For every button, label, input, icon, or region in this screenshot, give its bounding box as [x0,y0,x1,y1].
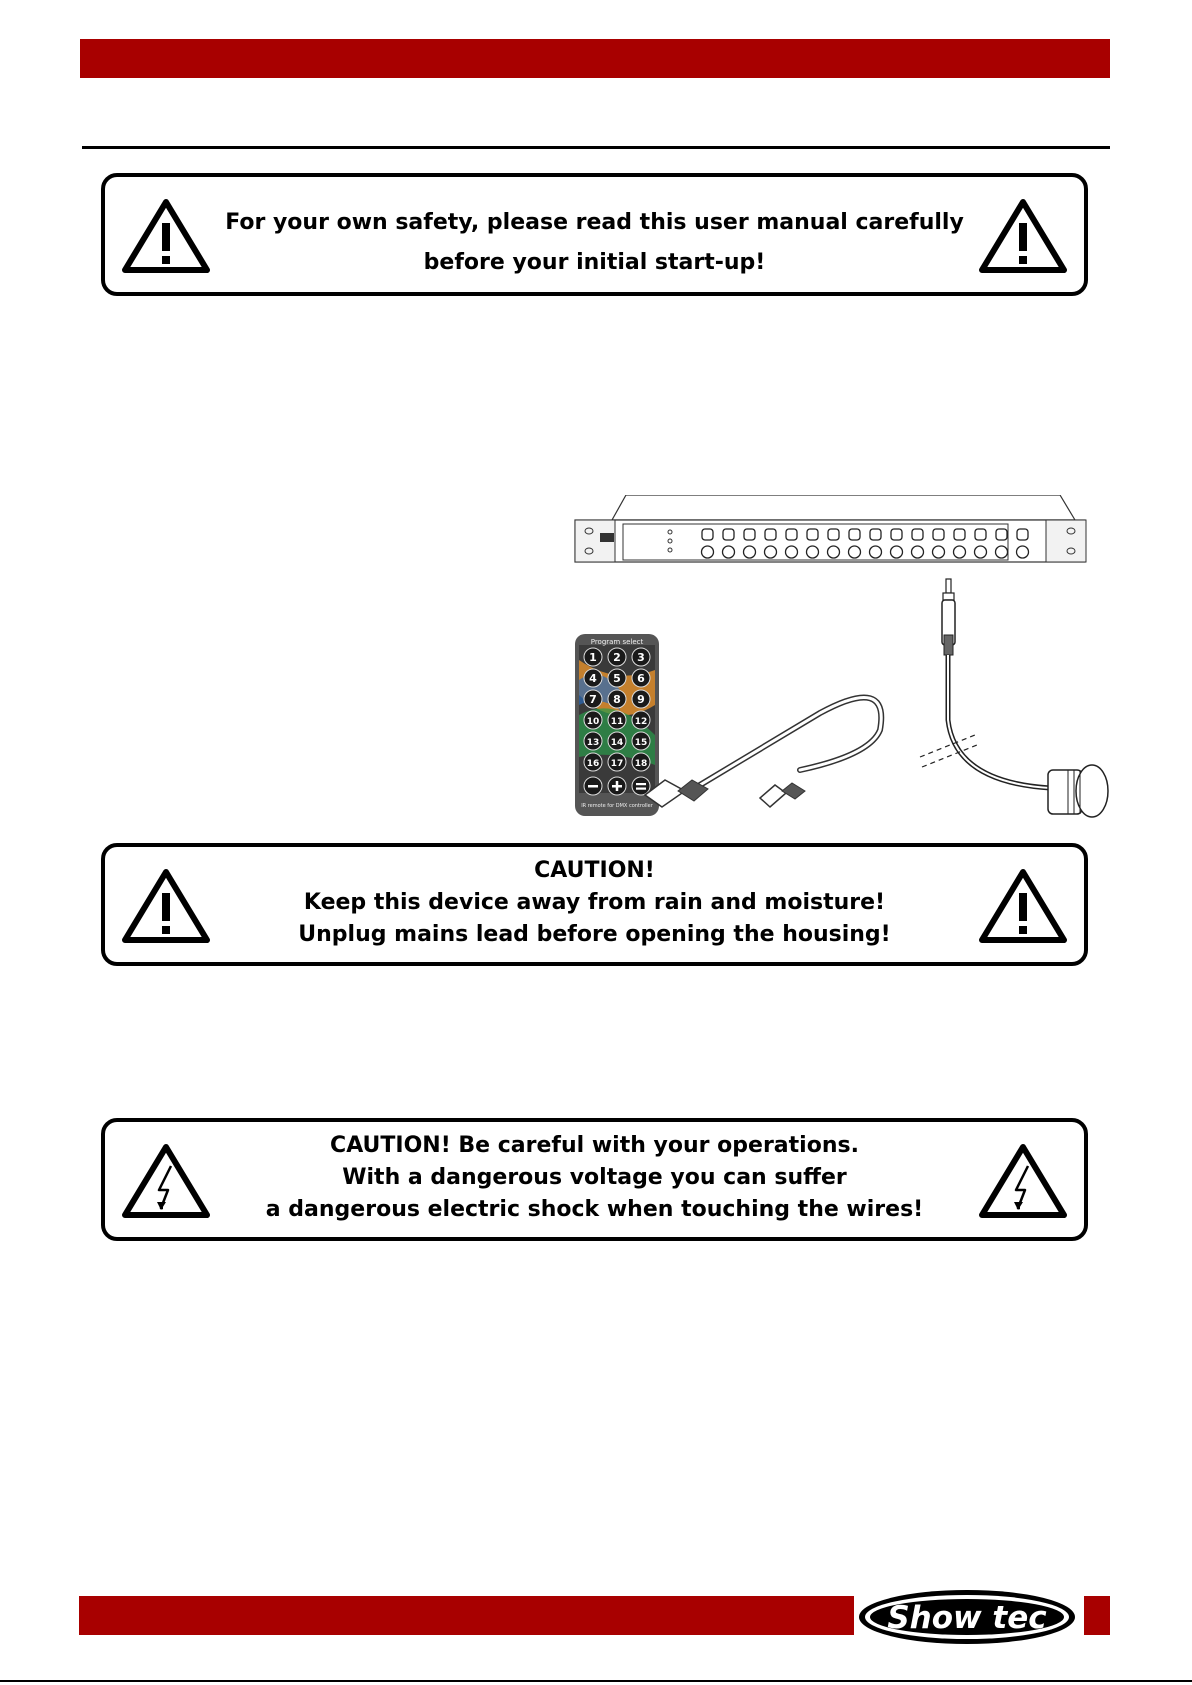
safety-notice-box [101,173,1088,296]
moisture-line-1: CAUTION! [534,858,655,883]
remote-button-label: 16 [586,759,600,769]
header-bar [80,39,1110,78]
voltage-line-1: CAUTION! Be careful with your operations. [330,1133,859,1158]
remote-button-label: 8 [613,693,621,706]
rack-controller-illustration [575,495,1086,562]
remote-button-label: 11 [610,717,624,727]
warning-triangle-icon [121,197,211,275]
remote-button-label: 15 [634,738,648,748]
remote-button-label: 5 [613,672,621,685]
electric-shock-icon [121,1142,211,1220]
remote-button-label: 17 [610,759,624,769]
voltage-caution-box [101,1118,1088,1241]
remote-button-label: 18 [634,759,648,769]
remote-button-label: 10 [586,717,600,727]
moisture-line-2: Keep this device away from rain and moisture! [303,890,886,915]
logo-text: Show tec [887,1600,1047,1636]
voltage-line-2: With a dangerous voltage you can suffer [342,1165,847,1190]
usb-cable-illustration [645,697,881,807]
warning-triangle-icon [978,197,1068,275]
product-contents-figure [570,495,1110,820]
safety-notice-text [225,203,964,283]
remote-footer: IR remote for DMX controller [581,803,653,809]
remote-title: Program select [590,638,644,646]
safety-line-2: before your initial start-up! [423,250,766,275]
remote-button-label: 12 [634,717,648,727]
moisture-caution-text [225,855,964,951]
showtec-logo [856,1588,1078,1646]
safety-line-1: For your own safety, please read this user manual carefully [225,210,964,235]
remote-button-label: 7 [589,693,597,706]
electric-shock-icon [978,1142,1068,1220]
remote-button-label: 3 [637,651,645,664]
moisture-line-3: Unplug mains lead before opening the housing! [298,922,891,947]
remote-button-label: 2 [613,651,621,664]
warning-triangle-icon [121,867,211,945]
warning-triangle-icon [978,867,1068,945]
header-rule [82,146,1110,149]
page-marker [1084,1596,1110,1635]
remote-button-label: 13 [586,738,600,748]
voltage-line-3: a dangerous electric shock when touching the wires! [265,1197,924,1222]
voltage-caution-text [225,1130,964,1226]
moisture-caution-box [101,843,1088,966]
jack-cable-illustration [920,579,1108,817]
remote-button-label: 9 [637,693,645,706]
footer-bar [79,1596,854,1635]
remote-button-label: 6 [637,672,645,685]
ir-remote-illustration [575,634,659,816]
remote-button-label: 14 [610,738,624,748]
remote-button-label: 4 [589,672,597,685]
remote-button-label: 1 [589,651,597,664]
page-bottom-edge [0,1680,1192,1682]
